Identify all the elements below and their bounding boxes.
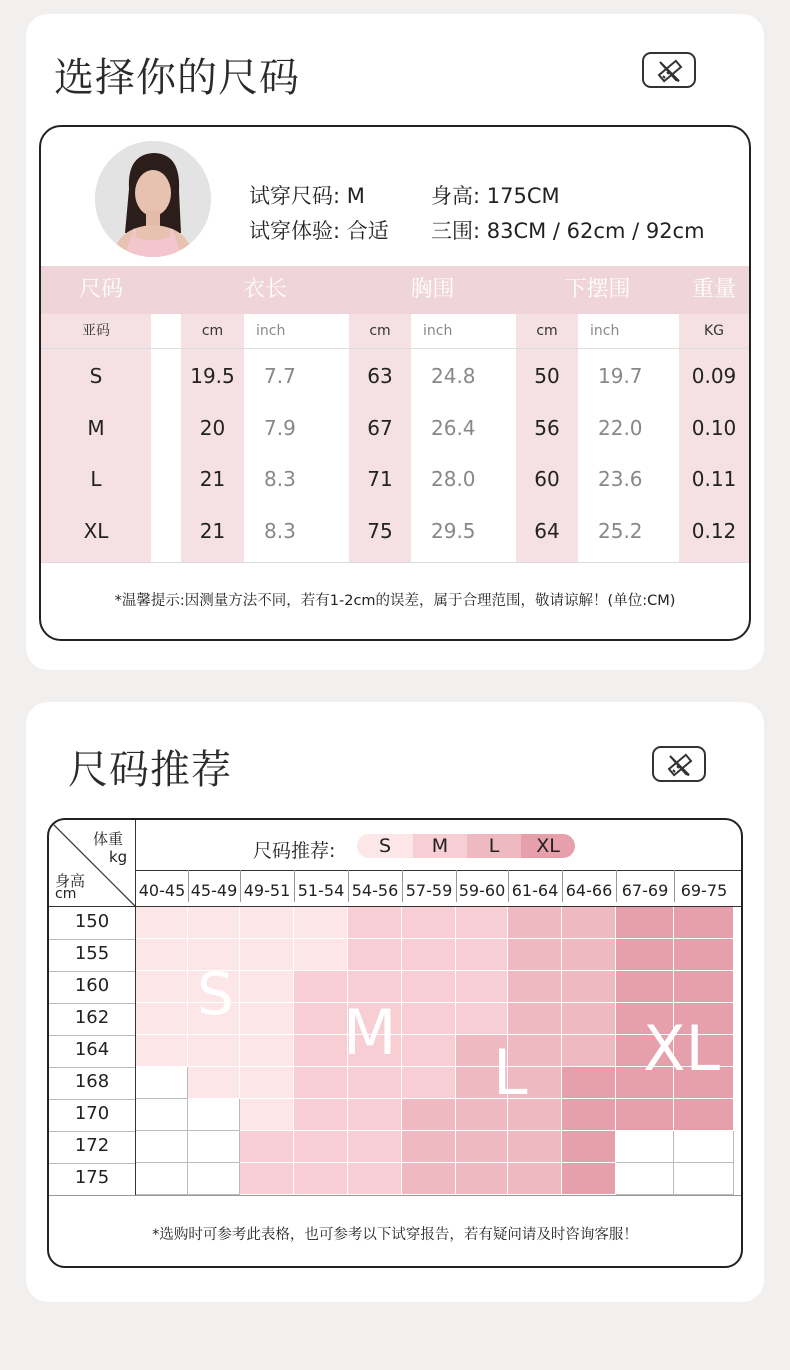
grid-cell: [294, 907, 348, 939]
row-divider: [49, 1035, 135, 1036]
table-cell: 64: [534, 519, 560, 543]
legend-chip-S[interactable]: S: [357, 834, 413, 858]
grid-cell: [508, 939, 562, 971]
corner-cm: cm: [55, 886, 77, 902]
grid-cell: [674, 907, 734, 939]
table-cell: 22.0: [598, 416, 643, 440]
weight-divider: [508, 870, 509, 902]
grid-cell: [562, 971, 616, 1003]
subheader-cm: cm: [536, 323, 558, 339]
section-title: 选择你的尺码: [54, 55, 300, 101]
grid-cell: [616, 939, 674, 971]
grid-cell: [240, 1163, 294, 1195]
weight-label: 67-69: [621, 881, 669, 900]
grid-cell: [562, 907, 616, 939]
grid-cell: [240, 907, 294, 939]
grid-cell: [294, 1003, 348, 1035]
weight-divider: [402, 870, 403, 902]
grid-cell: [294, 1099, 348, 1131]
weight-divider: [616, 870, 617, 902]
grid-cell: [294, 1067, 348, 1099]
legend-chip-L[interactable]: L: [467, 834, 521, 858]
row-divider: [49, 1131, 135, 1132]
grid-cell: [294, 1163, 348, 1195]
table-cell: 26.4: [431, 416, 476, 440]
table-cell: 71: [367, 467, 393, 491]
size-chart-card: [39, 125, 751, 641]
grid-cell: [508, 1163, 562, 1195]
weight-label: 64-66: [565, 881, 613, 900]
table-cell: 8.3: [264, 467, 296, 491]
weight-divider: [674, 870, 675, 902]
table-cell: L: [90, 467, 102, 491]
weight-divider: [188, 870, 189, 902]
legend-divider: [135, 870, 741, 871]
table-cell: 60: [534, 467, 560, 491]
grid-cell: [616, 1163, 674, 1195]
grid-cell: [456, 1003, 508, 1035]
corner-height: 身高: [55, 872, 86, 890]
grid-cell: [294, 971, 348, 1003]
grid-cell: [188, 1035, 240, 1067]
weight-divider: [562, 870, 563, 902]
grid-cell: [136, 1131, 188, 1163]
height-label: 170: [74, 1103, 110, 1124]
grid-cell: [402, 939, 456, 971]
legend-label: 尺码推荐:: [253, 840, 336, 862]
table-cell: 29.5: [431, 519, 476, 543]
trial-experience: 试穿体验: 合适: [249, 219, 389, 243]
table-cell: 0.10: [691, 416, 737, 440]
grid-cell: [616, 907, 674, 939]
table-cell: 21: [199, 519, 226, 543]
subheader-KG: KG: [703, 323, 725, 339]
grid-cell: [240, 1067, 294, 1099]
grid-cell: [240, 971, 294, 1003]
weight-divider: [348, 870, 349, 902]
trial-size: 试穿尺码: M: [249, 184, 365, 208]
table-cell: XL: [83, 519, 109, 543]
model-measurements: 三围: 83CM / 62cm / 92cm: [431, 219, 705, 243]
grid-cell: [136, 939, 188, 971]
header-0: 尺码: [78, 277, 123, 302]
label-column-divider: [135, 906, 136, 1195]
row-divider: [49, 1163, 135, 1164]
grid-cell: [348, 1067, 402, 1099]
height-label: 155: [74, 943, 110, 964]
grid-cell: [562, 1003, 616, 1035]
row-divider: [49, 1067, 135, 1068]
grid-cell: [240, 1131, 294, 1163]
weight-label: 49-51: [243, 881, 291, 900]
height-label: 175: [74, 1167, 110, 1188]
grid-cell: [136, 1067, 188, 1099]
header-3: 下摆围: [564, 277, 631, 302]
weight-label: 69-75: [680, 881, 728, 900]
height-label: 150: [74, 911, 110, 932]
grid-cell: [674, 1163, 734, 1195]
table-cell: 7.9: [264, 416, 296, 440]
ruler-pencil-icon[interactable]: [652, 746, 706, 782]
grid-cell: [136, 1003, 188, 1035]
subheader-cm: cm: [201, 323, 224, 339]
table-cell: 7.7: [264, 364, 296, 388]
header-2: 胸围: [410, 277, 455, 302]
grid-bottom-line: [49, 1195, 741, 1196]
weight-label: 54-56: [351, 881, 399, 900]
subheader-亚码: 亚码: [82, 323, 110, 339]
row-divider: [49, 939, 135, 940]
grid-cell: [402, 1099, 456, 1131]
grid-cell: [562, 1035, 616, 1067]
subheader-inch: inch: [590, 323, 620, 339]
section-title: 尺码推荐: [68, 747, 232, 793]
grid-cell: [294, 1035, 348, 1067]
grid-cell: [402, 1163, 456, 1195]
legend-chip-XL[interactable]: XL: [521, 834, 575, 858]
size-selection-panel: [26, 14, 764, 670]
size-label-L: L: [493, 1036, 528, 1109]
grid-cell: [188, 907, 240, 939]
size-label-M: M: [343, 996, 397, 1069]
height-label: 168: [74, 1071, 110, 1092]
weight-label: 61-64: [511, 881, 559, 900]
grid-cell: [402, 1035, 456, 1067]
model-avatar: [95, 141, 211, 257]
legend-chip-M[interactable]: M: [413, 834, 467, 858]
grid-cell: [348, 1099, 402, 1131]
table-cell: 19.7: [598, 364, 643, 388]
corner-weight: 体重: [93, 830, 124, 848]
grid-cell: [562, 1067, 616, 1099]
grid-cell: [562, 1163, 616, 1195]
height-label: 172: [74, 1135, 110, 1156]
grid-cell: [616, 1131, 674, 1163]
grid-cell: [294, 1131, 348, 1163]
table-cell: 56: [534, 416, 560, 440]
grid-cell: [456, 939, 508, 971]
grid-cell: [456, 907, 508, 939]
grid-cell: [562, 1099, 616, 1131]
grid-cell: [508, 1003, 562, 1035]
grid-cell: [508, 907, 562, 939]
grid-cell: [456, 1131, 508, 1163]
table-cell: 0.11: [691, 467, 737, 491]
table-cell: 21: [199, 467, 226, 491]
weight-label: 57-59: [405, 881, 453, 900]
grid-cell: [402, 971, 456, 1003]
table-cell: 25.2: [598, 519, 643, 543]
table-cell: 63: [367, 364, 393, 388]
table-cell: 19.5: [190, 364, 235, 388]
grid-cell: [456, 1163, 508, 1195]
size-recommendation-panel: [26, 702, 764, 1302]
grid-cell: [188, 1131, 240, 1163]
table-cell: 8.3: [264, 519, 296, 543]
table-cell: 28.0: [431, 467, 476, 491]
table-cell: 0.09: [691, 364, 737, 388]
grid-cell: [348, 1163, 402, 1195]
table-cell: 75: [367, 519, 393, 543]
ruler-pencil-icon[interactable]: [642, 52, 696, 88]
grid-cell: [294, 939, 348, 971]
recommendation-note: *选购时可参考此表格，也可参考以下试穿报告，若有疑问请及时咨询客服！: [152, 1227, 638, 1243]
table-cell: 23.6: [598, 467, 643, 491]
row-divider: [49, 1099, 135, 1100]
grid-cell: [674, 1099, 734, 1131]
model-height: 身高: 175CM: [431, 184, 560, 208]
grid-cell: [188, 1163, 240, 1195]
weight-label: 40-45: [138, 881, 186, 900]
weight-divider: [240, 870, 241, 902]
grid-cell: [508, 971, 562, 1003]
size-label-S: S: [197, 960, 234, 1028]
grid-cell: [402, 1003, 456, 1035]
grid-cell: [616, 971, 674, 1003]
grid-cell: [136, 1035, 188, 1067]
height-label: 162: [74, 1007, 110, 1028]
table-cell: S: [89, 364, 103, 388]
table-cell: M: [87, 416, 105, 440]
subheader-cm: cm: [369, 323, 391, 339]
grid-cell: [240, 939, 294, 971]
grid-cell: [136, 1099, 188, 1131]
grid-cell: [616, 1099, 674, 1131]
grid-cell: [402, 1131, 456, 1163]
grid-cell: [402, 907, 456, 939]
grid-cell: [402, 1067, 456, 1099]
legend-chips: [357, 834, 575, 858]
grid-cell: [562, 1131, 616, 1163]
grid-cell: [136, 907, 188, 939]
table-cell: 24.8: [431, 364, 476, 388]
row-divider: [49, 1003, 135, 1004]
header-4: 重量: [691, 277, 736, 302]
grid-cell: [348, 939, 402, 971]
grid-cell: [674, 971, 734, 1003]
grid-cell: [674, 939, 734, 971]
grid-cell: [136, 971, 188, 1003]
row-divider: [49, 971, 135, 972]
table-cell: 67: [367, 416, 393, 440]
recommendation-grid: [49, 820, 741, 1266]
weight-divider: [456, 870, 457, 902]
table-cell: 50: [534, 364, 560, 388]
grid-cell: [240, 1003, 294, 1035]
grid-cell: [240, 1099, 294, 1131]
grid-cell: [348, 907, 402, 939]
height-label: 164: [74, 1039, 110, 1060]
weight-divider: [294, 870, 295, 902]
table-cell: 0.12: [691, 519, 737, 543]
grid-cell: [348, 1131, 402, 1163]
size-table: [41, 266, 749, 562]
grid-cell: [456, 971, 508, 1003]
header-1: 衣长: [242, 277, 287, 302]
grid-cell: [240, 1035, 294, 1067]
table-cell: 20: [199, 416, 226, 440]
grid-cell: [136, 1163, 188, 1195]
subheader-inch: inch: [423, 323, 453, 339]
grid-cell: [188, 1067, 240, 1099]
weight-label: 45-49: [190, 881, 238, 900]
size-label-XL: XL: [643, 1012, 721, 1085]
subheader-inch: inch: [256, 323, 286, 339]
corner-kg: kg: [109, 848, 128, 866]
grid-cell: [674, 1131, 734, 1163]
recommendation-card: [47, 818, 743, 1268]
grid-cell: [508, 1131, 562, 1163]
weight-label: 51-54: [297, 881, 345, 900]
weight-label: 59-60: [458, 881, 506, 900]
height-label: 160: [74, 975, 110, 996]
subheader-divider: [41, 348, 749, 349]
grid-cell: [188, 1099, 240, 1131]
grid-cell: [562, 939, 616, 971]
measurement-note: *温馨提示:因测量方法不同，若有1-2cm的误差，属于合理范围，敬请谅解！(单位:CM): [114, 593, 676, 609]
